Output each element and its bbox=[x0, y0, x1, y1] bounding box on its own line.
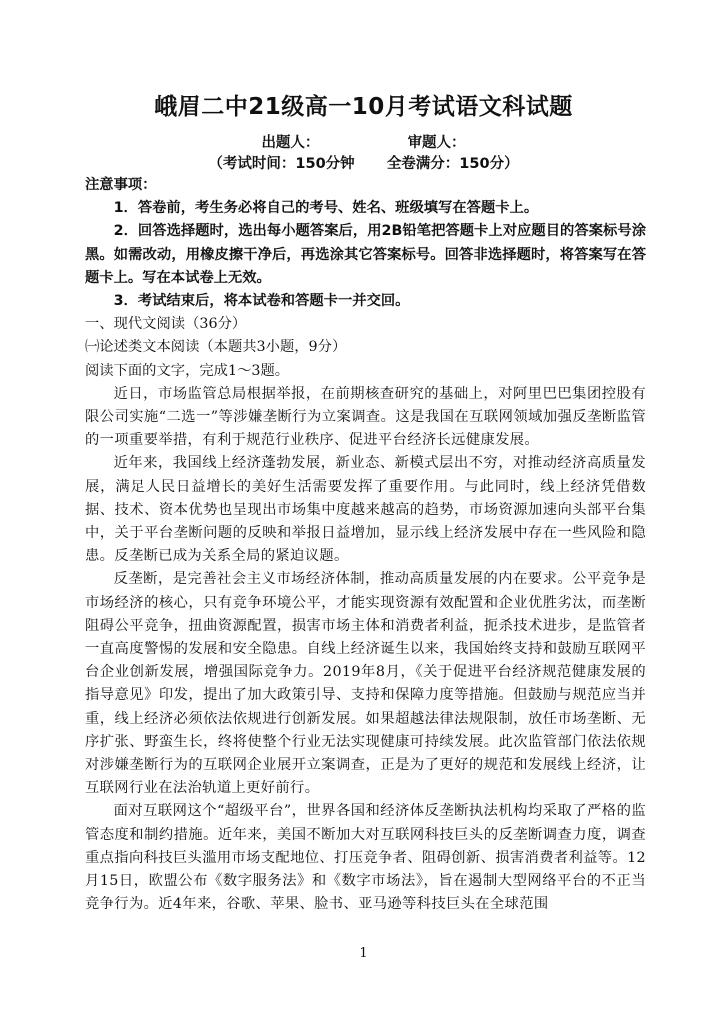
passage-paragraph: 近日，市场监管总局根据举报，在前期核查研究的基础上，对阿里巴巴集团控股有限公司实施“二选一”等涉嫌垄断行为立案调查。这是我国在互联网领域加强反垄断监管的一项重要举措，有利于规范行业秩序、促进平台经济长远健康发展。 bbox=[85, 385, 646, 449]
passage-paragraph: 反垄断，是完善社会主义市场经济体制，推动高质量发展的内在要求。公平竞争是市场经济的核心，只有竞争环境公平，才能实现资源有效配置和企业优胜劣汰，而垄断阻碍公平竞争，扭曲资源配置，损害市场主体和消费者利益，扼杀技术进步，是监管者一直高度警惕的发展和安全隐患。自线上经济诞生以来，我国始终支持和鼓励互联网平台企业创新发展，增强国际竞争力。2019年8月，《关于促进平台经济规范健康发展的指导意见》印发，提出了加大政策引导、支持和保障力度等措施。但鼓励与规范应当并重，线上经济必须依法依规进行创新发展。如果超越法律法规限制，放任市场垄断、无序扩张、野蛮生长，终将使整个行业无法实现健康可持续发展。此次监管部门依法依规对涉嫌垄断行为的互联网企业展开立案调查，正是为了更好的规范和发展线上经济，让互联网行业在法治轨道上更好前行。 bbox=[85, 571, 646, 797]
reading-prompt: 阅读下面的文字，完成1～3题。 bbox=[85, 362, 290, 379]
reviewer-label: 审题人： bbox=[407, 135, 466, 151]
instructions-heading: 注意事项： bbox=[85, 177, 157, 193]
setter-label: 出题人： bbox=[261, 135, 320, 151]
subsection-heading: ㈠论述类文本阅读（本题共3小题，9分） bbox=[85, 339, 347, 356]
page-number: 1 bbox=[359, 946, 368, 961]
exam-title: 峨眉二中21级高一10月考试语文科试题 bbox=[154, 94, 573, 120]
passage-paragraph: 面对互联网这个“超级平台”，世界各国和经济体反垄断执法机构均采取了严格的监管态度和制约措施。近年来，美国不断加大对互联网科技巨头的反垄断调查力度，调查重点指向科技巨头滥用市场支配地位、打压竞争者、阻碍创新、损害消费者利益等。12月15日，欧盟公布《数字服务法》和《数字市场法》，旨在遏制大型网络平台的不正当竞争行为。近4年来，谷歌、苹果、脸书、亚马逊等科技巨头在全球范围 bbox=[85, 803, 646, 913]
section-heading: 一、现代文阅读（36分） bbox=[85, 316, 247, 333]
author-line bbox=[0, 131, 727, 152]
instruction-item: 2．回答选择题时，选出每小题答案后，用2B铅笔把答题卡上对应题目的答案标号涂黑。如需改动，用橡皮擦干净后，再选涂其它答案标号。回答非选择题时，将答案写在答题卡上。写在本试卷上无效。 bbox=[85, 223, 646, 286]
instruction-item: 3．考试结束后，将本试卷和答题卡一并交回。 bbox=[113, 293, 410, 310]
instruction-item: 1．答卷前，考生务必将自己的考号、姓名、班级填写在答题卡上。 bbox=[113, 200, 539, 217]
exam-time: （考试时间：150分钟 bbox=[208, 156, 355, 172]
exam-content bbox=[85, 174, 646, 917]
passage-paragraph: 近年来，我国线上经济蓬勃发展，新业态、新模式层出不穷，对推动经济高质量发展，满足人民日益增长的美好生活需要发挥了重要作用。与此同时，线上经济凭借数据、技术、资本优势也呈现出市场集中度越来越高的趋势，市场资源加速向头部平台集中，关于平台垄断问题的反映和举报日益增加，显示线上经济发展中存在一些风险和隐患。反垄断已成为关系全局的紧迫议题。 bbox=[85, 455, 646, 565]
exam-info-line bbox=[0, 152, 727, 173]
exam-total-score: 全卷满分：150分） bbox=[386, 156, 519, 172]
